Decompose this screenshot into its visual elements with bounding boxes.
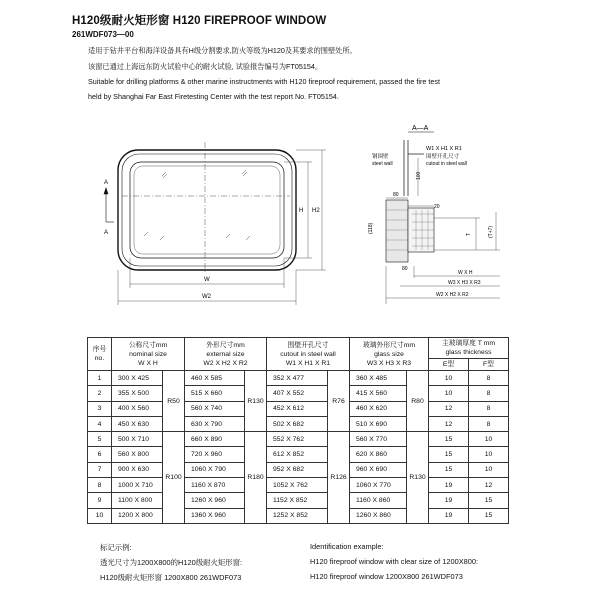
- cell-no: 7: [88, 462, 112, 477]
- cell-no: 2: [88, 386, 112, 401]
- cell-e: 15: [429, 447, 469, 462]
- cell-cutout-radius: R76: [328, 371, 350, 432]
- col-external-cn: 外形尺寸mm: [206, 341, 245, 349]
- cell-cutout: 452 X 612: [267, 401, 328, 416]
- description-line-2: 该窗已通过上海远东防火试验中心的耐火试验, 试验报告编号为FT05154。: [88, 62, 323, 71]
- cell-e: 10: [429, 386, 469, 401]
- col-glass-header: [350, 338, 429, 371]
- col-nominal-en: nominal size: [129, 350, 167, 358]
- description-line-4: held by Shanghai Far East Firetesting Center with the test report No. FT05154.: [88, 92, 339, 101]
- cell-no: 9: [88, 493, 112, 508]
- cell-no: 4: [88, 416, 112, 431]
- col-f-type: F型: [469, 359, 509, 371]
- col-cutout-en: cutout in steel wall: [280, 350, 336, 358]
- example-en-line-1: H120 fireproof window with clear size of 1200X800:: [310, 557, 479, 566]
- cell-no: 5: [88, 432, 112, 447]
- cell-e: 12: [429, 401, 469, 416]
- col-glass-sub: W3 X H3 X R3: [366, 359, 412, 367]
- cell-external-radius: R180: [245, 432, 267, 524]
- cell-f: 8: [469, 386, 509, 401]
- cell-f: 8: [469, 401, 509, 416]
- dim-h2-label: H2: [312, 208, 320, 214]
- table-row: [88, 416, 509, 431]
- cell-e: 15: [429, 432, 469, 447]
- dim-wxh: W X H: [458, 270, 473, 276]
- spec-table: [87, 337, 509, 524]
- cell-nominal: 450 X 630: [112, 416, 163, 431]
- cell-cutout: 407 X 552: [267, 386, 328, 401]
- col-external-en: external size: [206, 350, 245, 358]
- cell-e: 19: [429, 493, 469, 508]
- cell-f: 8: [469, 371, 509, 386]
- cell-f: 10: [469, 462, 509, 477]
- cell-external: 630 X 790: [185, 416, 245, 431]
- cell-glass: 510 X 690: [350, 416, 407, 431]
- col-external-header: [185, 338, 267, 371]
- cell-no: 10: [88, 508, 112, 523]
- cell-glass: 620 X 860: [350, 447, 407, 462]
- cell-nominal: 560 X 800: [112, 447, 163, 462]
- cell-nominal: 300 X 425: [112, 371, 163, 386]
- cell-nominal-radius: R50: [163, 371, 185, 432]
- cell-glass: 960 X 690: [350, 462, 407, 477]
- cell-nominal: 1100 X 800: [112, 493, 163, 508]
- cell-external: 560 X 740: [185, 401, 245, 416]
- cell-e: 12: [429, 416, 469, 431]
- cell-nominal: 500 X 710: [112, 432, 163, 447]
- cell-f: 8: [469, 416, 509, 431]
- cell-nominal-radius: R100: [163, 432, 185, 524]
- cell-glass-radius: R130: [407, 432, 429, 524]
- table-row: [88, 478, 509, 493]
- col-no-cn: 序号: [92, 346, 107, 353]
- cell-nominal: 355 X 500: [112, 386, 163, 401]
- cell-external-radius: R130: [245, 371, 267, 432]
- cell-no: 8: [88, 478, 112, 493]
- dim-t: T: [466, 232, 472, 236]
- col-no-header: [88, 338, 112, 371]
- cell-nominal: 1000 X 710: [112, 478, 163, 493]
- cell-external: 515 X 660: [185, 386, 245, 401]
- cell-f: 10: [469, 447, 509, 462]
- wall-en-label: steel wall: [372, 161, 393, 167]
- cell-nominal: 400 X 560: [112, 401, 163, 416]
- document-code: 261WDF073—00: [72, 30, 134, 39]
- cell-glass: 1160 X 860: [350, 493, 407, 508]
- dim-80-top: 80: [393, 192, 399, 198]
- cell-external: 1260 X 960: [185, 493, 245, 508]
- dim-w2: W2 X H2 X R2: [436, 292, 469, 298]
- front-view-drawing: [100, 140, 340, 315]
- dim-80-bottom: 80: [402, 266, 408, 272]
- cell-f: 15: [469, 508, 509, 523]
- cell-cutout: 952 X 682: [267, 462, 328, 477]
- table-row: [88, 432, 509, 447]
- cell-cutout: 502 X 682: [267, 416, 328, 431]
- cell-e: 19: [429, 478, 469, 493]
- col-external-sub: W2 X H2 X R2: [203, 359, 248, 367]
- cutout-dim-label: W1 X H1 X R1: [426, 146, 462, 152]
- section-mark-top: A: [104, 180, 109, 186]
- section-title: A—A: [412, 125, 429, 132]
- cell-external: 720 X 960: [185, 447, 245, 462]
- cell-f: 15: [469, 493, 509, 508]
- cell-glass: 1260 X 860: [350, 508, 407, 523]
- page-title: H120级耐火矩形窗 H120 FIREPROOF WINDOW: [72, 15, 327, 27]
- col-thickness-header: [429, 338, 509, 359]
- col-cutout-cn: 围壁开孔尺寸: [287, 341, 329, 349]
- dim-118: (118): [368, 222, 374, 234]
- example-cn-line-2: H120级耐火矩形窗 1200X800 261WDF073: [100, 573, 242, 582]
- table-row: [88, 462, 509, 477]
- dim-w3: W3 X H3 X R3: [448, 280, 481, 286]
- description-line-1: 适用于钻井平台和海洋设备具有H级分割要求,防火等级为H120及其要求的围壁处所。: [88, 46, 357, 55]
- cell-glass: 1060 X 770: [350, 478, 407, 493]
- cell-cutout: 1252 X 852: [267, 508, 328, 523]
- dim-h-label: H: [299, 208, 304, 214]
- col-nominal-cn: 公称尺寸mm: [128, 341, 168, 349]
- cell-glass: 460 X 620: [350, 401, 407, 416]
- col-glass-cn: 玻璃外形尺寸mm: [362, 341, 416, 349]
- example-cn-title: 标记示例:: [100, 543, 132, 552]
- section-mark-bottom: A: [104, 230, 109, 236]
- cell-e: 10: [429, 371, 469, 386]
- cell-external: 460 X 585: [185, 371, 245, 386]
- cell-external: 1160 X 870: [185, 478, 245, 493]
- section-view-drawing: [350, 118, 510, 308]
- col-cutout-header: [267, 338, 350, 371]
- cell-cutout: 1152 X 852: [267, 493, 328, 508]
- cell-glass: 415 X 560: [350, 386, 407, 401]
- cell-cutout: 1052 X 762: [267, 478, 328, 493]
- table-row: [88, 401, 509, 416]
- col-nominal-sub: W X H: [138, 359, 158, 367]
- cell-no: 6: [88, 447, 112, 462]
- col-e-type: E型: [429, 359, 469, 371]
- cell-glass-radius: R80: [407, 371, 429, 432]
- cell-external: 660 X 890: [185, 432, 245, 447]
- dim-20: 20: [434, 204, 440, 210]
- table-row: [88, 508, 509, 523]
- col-cutout-sub: W1 X H1 X R1: [285, 359, 331, 367]
- col-glass-en: glass size: [374, 350, 404, 358]
- cell-cutout: 352 X 477: [267, 371, 328, 386]
- description-line-3: Suitable for drilling platforms & other marine instructments with H120 fireproof requirement, passed the fire test: [88, 77, 440, 86]
- cell-e: 15: [429, 462, 469, 477]
- example-en-title: Identification example:: [310, 542, 384, 551]
- dim-t7: (T+7): [488, 225, 494, 238]
- cell-external: 1360 X 960: [185, 508, 245, 523]
- cell-cutout: 552 X 762: [267, 432, 328, 447]
- example-en-line-2: H120 fireproof window 1200X800 261WDF073: [310, 572, 463, 581]
- cutout-cn-label: 围壁开孔尺寸: [426, 154, 460, 160]
- table-row: [88, 447, 509, 462]
- cell-glass: 360 X 485: [350, 371, 407, 386]
- cell-cutout: 612 X 852: [267, 447, 328, 462]
- cell-glass: 560 X 770: [350, 432, 407, 447]
- table-row: [88, 371, 509, 386]
- wall-cn-label: 钢围壁: [372, 154, 389, 160]
- col-thickness-cn: 主玻璃厚度 T mm: [441, 340, 496, 347]
- cell-f: 12: [469, 478, 509, 493]
- cell-e: 19: [429, 508, 469, 523]
- col-thickness-en: glass thickness: [445, 349, 492, 356]
- table-row: [88, 493, 509, 508]
- cell-external: 1060 X 790: [185, 462, 245, 477]
- example-cn-line-1: 透光尺寸为1200X800的H120级耐火矩形窗:: [100, 558, 243, 567]
- cell-nominal: 900 X 630: [112, 462, 163, 477]
- dim-w2-label: W2: [202, 294, 211, 300]
- dim-100: 100: [416, 171, 422, 180]
- table-row: [88, 386, 509, 401]
- cutout-en-label: cutout in steel wall: [426, 161, 467, 167]
- col-nominal-header: [112, 338, 185, 371]
- dim-w-label: W: [204, 277, 210, 283]
- cell-nominal: 1200 X 800: [112, 508, 163, 523]
- cell-no: 3: [88, 401, 112, 416]
- cell-no: 1: [88, 371, 112, 386]
- cell-cutout-radius: R126: [328, 432, 350, 524]
- col-no-en: no.: [94, 355, 105, 362]
- cell-f: 10: [469, 432, 509, 447]
